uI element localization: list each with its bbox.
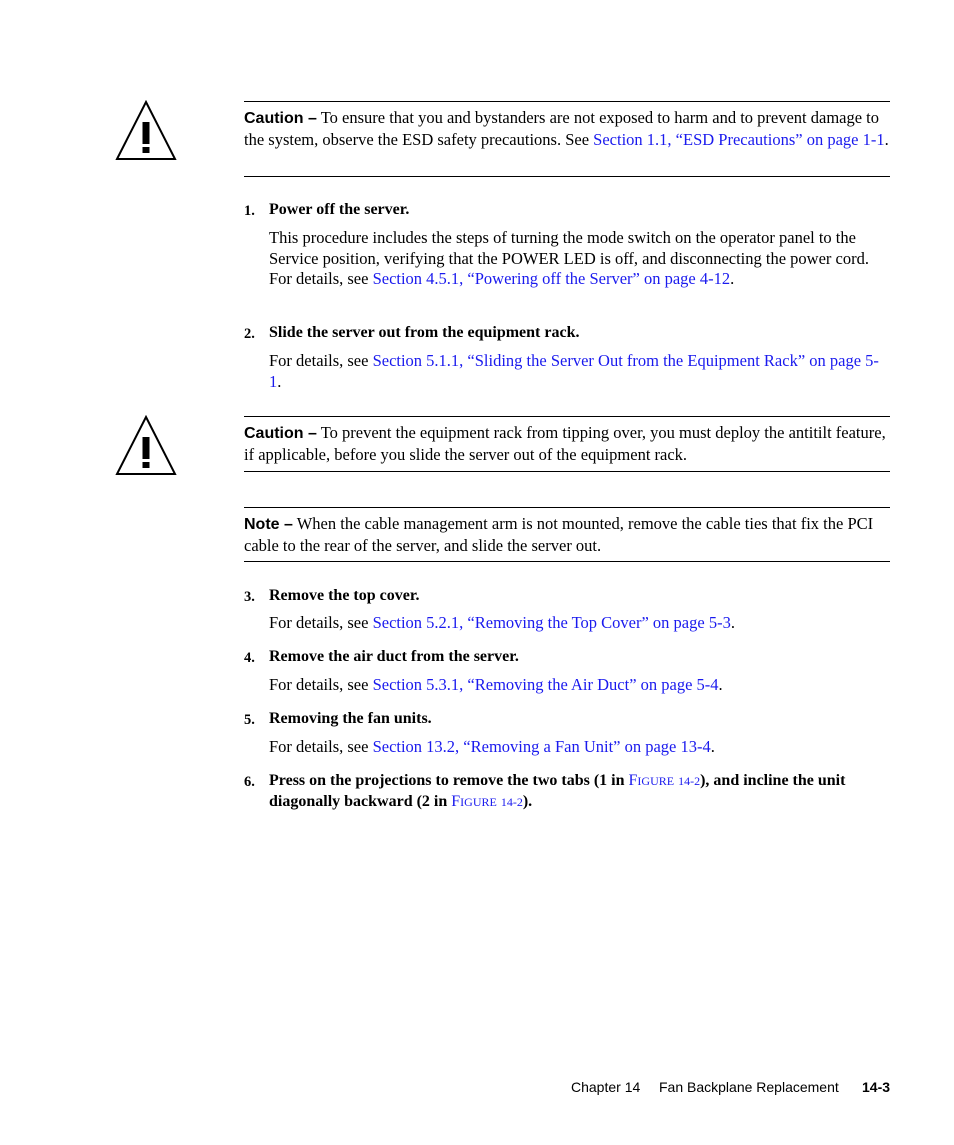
- step-body: For details, see Section 5.3.1, “Removing the Air Duct” on page 5-4.: [269, 675, 723, 694]
- air-duct-link[interactable]: Section 5.3.1, “Removing the Air Duct” on page 5-4: [372, 675, 719, 694]
- caution-label: Caution –: [244, 425, 317, 442]
- powering-off-link[interactable]: Section 4.5.1, “Powering off the Server” on page 4-12: [372, 269, 731, 289]
- note-top-rule: [244, 507, 890, 508]
- sliding-server-link[interactable]: Section 5.1.1, “Sliding the Server Out from the Equipment Rack” on page 5-1: [269, 351, 879, 391]
- step-title: Remove the top cover.: [269, 587, 420, 604]
- step-title: Slide the server out from the equipment rack.: [269, 324, 580, 341]
- step-body: For details, see Section 5.1.1, “Sliding the Server Out from the Equipment Rack” on page 5-1.: [269, 351, 879, 391]
- caution-label: Caution –: [244, 110, 317, 127]
- step-title: Power off the server.: [269, 201, 410, 218]
- top-cover-link[interactable]: Section 5.2.1, “Removing the Top Cover” on page 5-3: [372, 613, 731, 632]
- caution-block: Caution – To ensure that you and bystanders are not exposed to harm and to prevent damage to the system, observe the ESD safety precautions. See Section 1.1, “ESD Precautions” on page 1-1.: [244, 108, 889, 149]
- caution-block: [244, 423, 890, 465]
- warning-triangle-icon: [115, 100, 177, 162]
- caution-top-rule: [244, 101, 890, 102]
- footer-chapter: Chapter 14: [571, 1079, 641, 1095]
- caution-text: To prevent the equipment rack from tipping over, you must deploy the antitilt feature, if applicable, before you slide the server out of the equipment rack.: [244, 423, 886, 464]
- note-block: [244, 514, 890, 556]
- caution-text: To ensure that you and bystanders are not exposed to harm and to prevent damage to the system, observe the ESD safety precautions. See: [244, 108, 880, 149]
- step-number: 1.: [244, 203, 255, 219]
- note-bottom-rule: [244, 561, 890, 562]
- note-text: When the cable management arm is not mounted, remove the cable ties that fix the PCI cable to the rear of the server, and slide the server out.: [244, 514, 874, 555]
- step-title: Remove the air duct from the server.: [269, 648, 519, 665]
- step-number: 4.: [244, 650, 255, 666]
- footer-page-number: 14-3: [862, 1079, 891, 1095]
- step-number: 5.: [244, 712, 255, 728]
- caution-bottom-rule: [244, 471, 890, 472]
- figure-14-2-link[interactable]: FIGURE 14-2: [451, 792, 523, 810]
- caution-bottom-rule: [244, 176, 890, 177]
- warning-triangle-icon: [115, 415, 177, 477]
- step-body: This procedure includes the steps of turning the mode switch on the operator panel to the Service position, verifying that the POWER LED is off, and disconnecting the power cord. For details, see Section 4.5.1, “Powering off the Server” on page 4-12.: [269, 228, 869, 289]
- step-body: For details, see Section 13.2, “Removing a Fan Unit” on page 13-4.: [269, 737, 715, 756]
- caution-top-rule: [244, 416, 890, 417]
- fan-unit-link[interactable]: Section 13.2, “Removing a Fan Unit” on page 13-4: [372, 737, 711, 756]
- step-body: For details, see Section 5.2.1, “Removing the Top Cover” on page 5-3.: [269, 613, 735, 632]
- footer-title: Fan Backplane Replacement: [659, 1079, 839, 1095]
- step-title: Removing the fan units.: [269, 710, 432, 727]
- step-number: 6.: [244, 774, 255, 790]
- note-label: Note –: [244, 516, 293, 533]
- figure-14-2-link[interactable]: FIGURE 14-2: [628, 772, 701, 789]
- esd-precautions-link[interactable]: Section 1.1, “ESD Precautions” on page 1-1: [593, 129, 885, 149]
- step-number: 2.: [244, 326, 255, 342]
- step-number: 3.: [244, 589, 255, 605]
- step-title: Press on the projections to remove the two tabs (1 in FIGURE 14-2), and incline the unit diagonally backward (2 in FIGURE 14-2).: [269, 772, 846, 810]
